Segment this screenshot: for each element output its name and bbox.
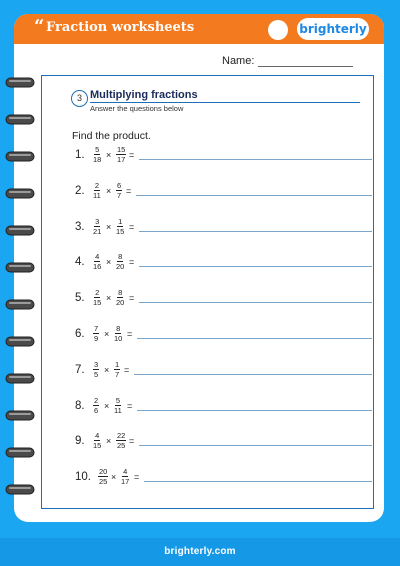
denominator: 5 <box>94 370 99 379</box>
question-row <box>75 145 375 169</box>
numerator: 2 <box>95 288 100 297</box>
fraction <box>114 360 120 379</box>
question-row <box>75 217 375 241</box>
question-row <box>75 431 375 455</box>
binding-ring-icon <box>6 152 34 161</box>
question-row <box>75 396 375 420</box>
denominator: 17 <box>117 155 126 164</box>
denominator: 25 <box>117 441 126 450</box>
ring-highlight <box>9 339 31 341</box>
circle-decoration-icon <box>268 20 288 40</box>
answer-line[interactable] <box>137 410 372 411</box>
equals-symbol: = <box>129 257 135 267</box>
equals-symbol: = <box>127 329 133 339</box>
binding-ring-icon <box>6 448 34 457</box>
question-number: 9. <box>75 435 85 447</box>
numerator: 4 <box>123 467 128 476</box>
binding-ring-icon <box>6 189 34 198</box>
ring-highlight <box>9 302 31 304</box>
numerator: 2 <box>94 396 99 405</box>
fraction <box>116 217 124 236</box>
brand-logo <box>297 18 369 40</box>
times-symbol: × <box>104 401 110 411</box>
exercise-panel <box>41 75 374 509</box>
equals-symbol: = <box>129 150 135 160</box>
question-row <box>75 324 375 348</box>
denominator: 15 <box>116 227 125 236</box>
question-row <box>75 181 375 205</box>
denominator: 15 <box>93 441 102 450</box>
fraction <box>93 396 99 415</box>
question-row <box>75 288 375 312</box>
equals-symbol: = <box>129 436 135 446</box>
fraction <box>114 324 122 343</box>
quote-mark-icon: “ <box>34 16 45 37</box>
equals-symbol: = <box>129 222 135 232</box>
question-number: 7. <box>75 364 85 376</box>
ring-highlight <box>9 487 31 489</box>
numerator: 1 <box>118 217 123 226</box>
fraction <box>116 145 126 164</box>
question-number: 2. <box>75 185 85 197</box>
fraction <box>93 431 101 450</box>
equals-symbol: = <box>134 472 140 482</box>
question-row <box>75 252 375 276</box>
times-symbol: × <box>106 150 112 160</box>
binding-ring-icon <box>6 485 34 494</box>
answer-line[interactable] <box>137 338 372 339</box>
denominator: 15 <box>93 298 102 307</box>
binding-ring-icon <box>6 374 34 383</box>
denominator: 25 <box>99 477 108 486</box>
equals-symbol: = <box>127 401 133 411</box>
answer-line[interactable] <box>136 195 372 196</box>
denominator: 7 <box>117 191 122 200</box>
numerator: 8 <box>118 288 123 297</box>
numerator: 3 <box>94 360 99 369</box>
times-symbol: × <box>106 222 112 232</box>
fraction <box>93 252 101 271</box>
question-row <box>75 360 375 384</box>
fraction <box>116 181 122 200</box>
fraction <box>116 252 124 271</box>
binding-ring-icon <box>6 337 34 346</box>
footer-url[interactable]: brighterly.com <box>164 546 236 557</box>
ring-highlight <box>9 117 31 119</box>
question-number: 4. <box>75 256 85 268</box>
numerator: 7 <box>94 324 99 333</box>
fraction <box>114 396 122 415</box>
question-number: 10. <box>75 471 91 483</box>
numerator: 5 <box>115 396 120 405</box>
section-title: Multiplying fractions <box>90 89 198 101</box>
binding-ring-icon <box>6 411 34 420</box>
question-row <box>75 467 375 491</box>
name-label: Name: <box>222 55 255 67</box>
times-symbol: × <box>104 329 110 339</box>
binding-ring-icon <box>6 300 34 309</box>
numerator: 3 <box>95 217 100 226</box>
answer-line[interactable] <box>139 159 372 160</box>
denominator: 11 <box>114 406 122 415</box>
denominator: 6 <box>94 406 99 415</box>
ring-highlight <box>9 376 31 378</box>
brand-logo-text: brighterly <box>299 22 367 36</box>
answer-line[interactable] <box>139 445 372 446</box>
ring-highlight <box>9 80 31 82</box>
denominator: 20 <box>116 262 125 271</box>
question-number: 6. <box>75 328 85 340</box>
numerator: 2 <box>94 181 99 190</box>
instruction-text: Find the product. <box>72 130 151 142</box>
times-symbol: × <box>111 472 117 482</box>
denominator: 17 <box>121 477 130 486</box>
question-number: 5. <box>75 292 85 304</box>
ring-highlight <box>9 154 31 156</box>
numerator: 5 <box>95 145 100 154</box>
numerator: 8 <box>116 324 121 333</box>
worksheet-title: Fraction worksheets <box>46 20 195 35</box>
fraction <box>98 467 108 486</box>
equals-symbol: = <box>124 365 130 375</box>
spiral-binding <box>0 0 40 566</box>
question-number: 1. <box>75 149 85 161</box>
name-field[interactable] <box>258 66 353 67</box>
fraction <box>116 288 124 307</box>
numerator: 22 <box>117 431 126 440</box>
binding-ring-icon <box>6 115 34 124</box>
question-number: 8. <box>75 400 85 412</box>
answer-line[interactable] <box>139 302 372 303</box>
denominator: 20 <box>116 298 125 307</box>
binding-ring-icon <box>6 263 34 272</box>
numerator: 4 <box>95 431 100 440</box>
worksheet-header <box>14 14 384 44</box>
denominator: 10 <box>114 334 123 343</box>
fraction <box>93 145 101 164</box>
times-symbol: × <box>106 186 112 196</box>
denominator: 9 <box>94 334 99 343</box>
numerator: 4 <box>95 252 100 261</box>
binding-ring-icon <box>6 226 34 235</box>
ring-highlight <box>9 450 31 452</box>
fraction <box>93 181 101 200</box>
fraction <box>93 324 99 343</box>
fraction <box>93 217 101 236</box>
fraction <box>121 467 129 486</box>
equals-symbol: = <box>126 186 132 196</box>
answer-line[interactable] <box>134 374 372 375</box>
answer-line[interactable] <box>144 481 372 482</box>
ring-highlight <box>9 413 31 415</box>
numerator: 6 <box>117 181 122 190</box>
times-symbol: × <box>106 436 112 446</box>
numerator: 15 <box>117 145 126 154</box>
ring-highlight <box>9 265 31 267</box>
section-subtitle: Answer the questions below <box>90 104 184 113</box>
section-number: 3 <box>71 90 88 107</box>
binding-ring-icon <box>6 78 34 87</box>
denominator: 7 <box>115 370 120 379</box>
denominator: 11 <box>93 191 101 200</box>
answer-line[interactable] <box>139 266 372 267</box>
answer-line[interactable] <box>139 231 372 232</box>
ring-highlight <box>9 191 31 193</box>
fraction <box>116 431 126 450</box>
denominator: 18 <box>93 155 102 164</box>
equals-symbol: = <box>129 293 135 303</box>
denominator: 21 <box>93 227 102 236</box>
worksheet-card <box>14 14 384 522</box>
denominator: 16 <box>93 262 102 271</box>
numerator: 20 <box>99 467 108 476</box>
numerator: 1 <box>115 360 120 369</box>
fraction <box>93 360 99 379</box>
question-number: 3. <box>75 221 85 233</box>
section-divider <box>90 102 360 103</box>
fraction <box>93 288 101 307</box>
times-symbol: × <box>104 365 110 375</box>
times-symbol: × <box>106 293 112 303</box>
ring-highlight <box>9 228 31 230</box>
times-symbol: × <box>106 257 112 267</box>
numerator: 8 <box>118 252 123 261</box>
